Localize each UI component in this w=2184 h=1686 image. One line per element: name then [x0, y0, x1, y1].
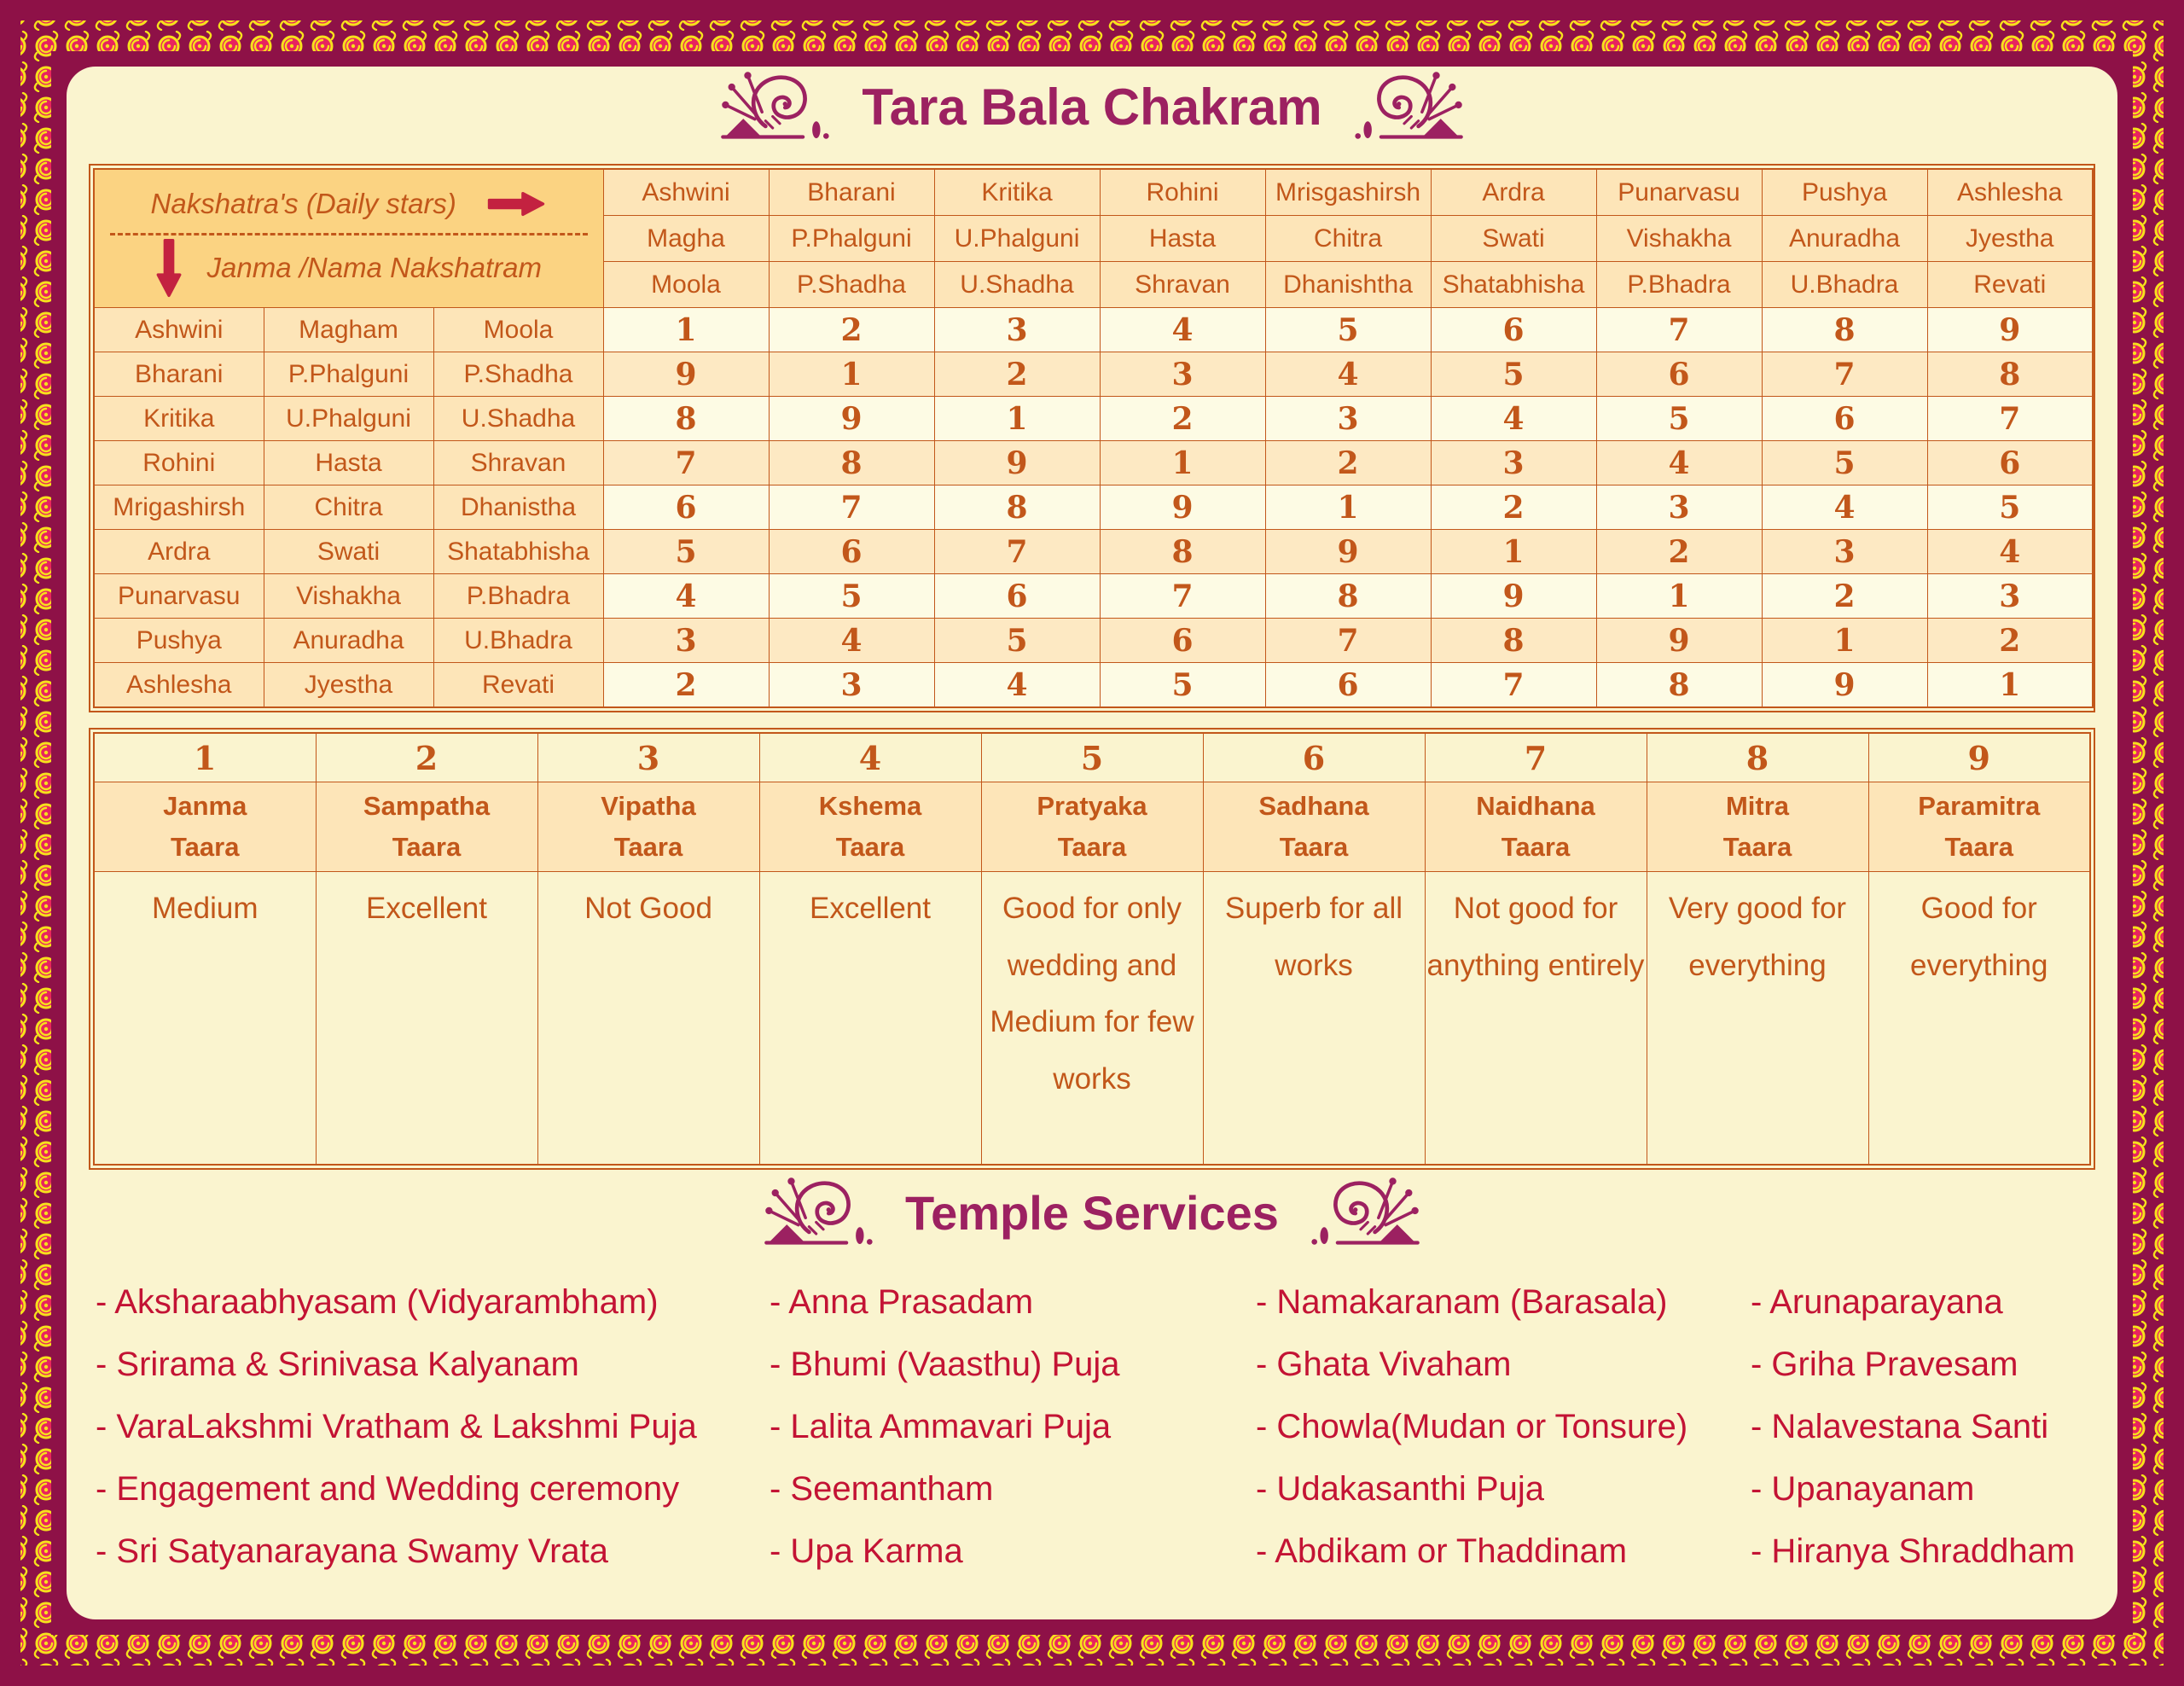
services-title: Temple Services	[905, 1185, 1279, 1240]
col-header-cell: U.Bhadra	[1762, 262, 1927, 308]
row-header-cell: Anuradha	[264, 619, 433, 663]
taraabala-count-cell: 9	[1100, 485, 1265, 530]
taraabala-count-cell: 2	[1431, 485, 1596, 530]
row-header-cell: Chitra	[264, 485, 433, 530]
taara-meaning-cell: Medium	[94, 872, 316, 1166]
taara-name-cell	[316, 782, 537, 872]
service-item: - Bhumi (Vaasthu) Puja	[770, 1346, 1120, 1383]
taraabala-count-cell: 5	[1431, 352, 1596, 397]
row-header-cell: U.Shadha	[433, 397, 603, 441]
taara-legend-wrap	[89, 728, 2095, 1170]
taraabala-count-cell: 6	[1431, 308, 1596, 352]
taraabala-count-cell: 3	[603, 619, 769, 663]
taraabala-count-cell: 4	[934, 663, 1100, 708]
taara-number-cell: 1	[94, 733, 316, 782]
taraabala-count-cell: 1	[1431, 530, 1596, 574]
col-header-cell: P.Shadha	[769, 262, 934, 308]
dashed-divider	[110, 233, 588, 235]
col-header-cell: Dhanishtha	[1265, 262, 1431, 308]
taraabala-count-cell: 6	[603, 485, 769, 530]
col-header-cell: Ardra	[1431, 169, 1596, 216]
taara-meaning-cell: Not good for anything entirely	[1425, 872, 1647, 1166]
col-header-cell: Shravan	[1100, 262, 1265, 308]
taara-name-line: Vipatha	[601, 790, 696, 821]
row-header-cell: Pushya	[94, 619, 264, 663]
service-column	[770, 1271, 1256, 1583]
service-item: - Engagement and Wedding ceremony	[96, 1470, 680, 1508]
taara-name-cell	[537, 782, 759, 872]
service-item: - Sri Satyanarayana Swamy Vrata	[96, 1532, 608, 1570]
service-item: - Aksharaabhyasam (Vidyarambham)	[96, 1283, 659, 1321]
row-header-cell: Ardra	[94, 530, 264, 574]
taraabala-count-cell: 9	[1431, 574, 1596, 619]
taraabala-count-cell: 5	[603, 530, 769, 574]
col-header-cell: Shatabhisha	[1431, 262, 1596, 308]
col-header-cell: Jyestha	[1927, 216, 2093, 262]
taara-name-line: Paramitra	[1918, 790, 2041, 821]
taara-number-cell: 6	[1203, 733, 1425, 782]
row-header-cell: Ashwini	[94, 308, 264, 352]
taraabala-count-cell: 2	[934, 352, 1100, 397]
taraabala-count-cell: 5	[934, 619, 1100, 663]
taraabala-count-cell: 4	[1100, 308, 1265, 352]
taara-meaning-cell: Excellent	[316, 872, 537, 1166]
taraabala-count-cell: 9	[1762, 663, 1927, 708]
col-header-cell: Ashlesha	[1927, 169, 2093, 216]
taraabala-count-cell: 2	[1927, 619, 2093, 663]
taraabala-count-cell: 7	[1927, 397, 2093, 441]
taara-name-line: Taara	[1501, 832, 1571, 862]
taara-number-cell: 3	[537, 733, 759, 782]
col-header-cell: Revati	[1927, 262, 2093, 308]
taraabala-count-cell: 3	[1762, 530, 1927, 574]
taraabala-count-cell: 5	[1927, 485, 2093, 530]
taraabala-count-cell: 7	[769, 485, 934, 530]
taraabala-count-cell: 9	[934, 441, 1100, 485]
row-header-cell: U.Bhadra	[433, 619, 603, 663]
col-header-cell: Rohini	[1100, 169, 1265, 216]
taraabala-count-cell: 7	[1431, 663, 1596, 708]
row-header-cell: P.Phalguni	[264, 352, 433, 397]
taraabala-count-cell: 6	[1596, 352, 1762, 397]
col-header-cell: Pushya	[1762, 169, 1927, 216]
taara-name-line: Taara	[835, 832, 905, 862]
taara-meaning-cell: Not Good	[537, 872, 759, 1166]
taraabala-count-cell: 9	[769, 397, 934, 441]
col-header-cell: Bharani	[769, 169, 934, 216]
service-column	[96, 1271, 770, 1583]
row-header-cell: Shatabhisha	[433, 530, 603, 574]
taraabala-count-cell: 5	[1762, 441, 1927, 485]
taara-number-cell: 5	[981, 733, 1203, 782]
taraabala-count-cell: 4	[1265, 352, 1431, 397]
taara-name-line: Sampatha	[363, 790, 491, 821]
taraabala-count-cell: 8	[603, 397, 769, 441]
taraabala-count-cell: 3	[934, 308, 1100, 352]
taraabala-count-cell: 7	[1596, 308, 1762, 352]
service-item: - Arunaparayana	[1751, 1283, 2003, 1321]
taara-name-cell	[1647, 782, 1868, 872]
row-header-cell: U.Phalguni	[264, 397, 433, 441]
col-header-cell: U.Phalguni	[934, 216, 1100, 262]
services-flourish-right-icon	[1298, 1171, 1426, 1253]
daily-stars-row	[95, 178, 603, 230]
taara-number-cell: 7	[1425, 733, 1647, 782]
taraabala-count-cell: 1	[1100, 441, 1265, 485]
taraabala-count-cell: 6	[769, 530, 934, 574]
col-header-cell: Moola	[603, 262, 769, 308]
row-header-cell: Revati	[433, 663, 603, 708]
service-item: - Seemantham	[770, 1470, 994, 1508]
service-item: - Namakaranam (Barasala)	[1256, 1283, 1668, 1321]
nakshatra-axis-corner-cell	[94, 169, 603, 308]
row-header-cell: Dhanistha	[433, 485, 603, 530]
taara-name-line: Sadhana	[1258, 790, 1369, 821]
service-item: - Ghata Vivaham	[1256, 1346, 1512, 1383]
col-header-cell: Punarvasu	[1596, 169, 1762, 216]
taraabala-count-cell: 2	[1265, 441, 1431, 485]
taraabala-count-cell: 7	[1100, 574, 1265, 619]
taara-number-cell: 2	[316, 733, 537, 782]
taara-name-line: Taara	[1057, 832, 1127, 862]
temple-services-list	[96, 1271, 2088, 1583]
taraabala-count-cell: 5	[769, 574, 934, 619]
taara-meaning-cell: Good for only wedding and Medium for few works	[981, 872, 1203, 1166]
service-item: - Srirama & Srinivasa Kalyanam	[96, 1346, 579, 1383]
row-header-cell: Ashlesha	[94, 663, 264, 708]
taraabala-count-cell: 1	[603, 308, 769, 352]
taara-name-cell	[1203, 782, 1425, 872]
service-item: - Lalita Ammavari Puja	[770, 1408, 1112, 1445]
page-title: Tara Bala Chakram	[862, 78, 1322, 136]
service-column	[1256, 1271, 1751, 1583]
taara-meaning-cell: Superb for all works	[1203, 872, 1425, 1166]
taraabala-count-cell: 3	[1265, 397, 1431, 441]
taraabala-count-cell: 5	[1596, 397, 1762, 441]
col-header-cell: Hasta	[1100, 216, 1265, 262]
col-header-cell: Swati	[1431, 216, 1596, 262]
taara-number-cell: 9	[1868, 733, 2090, 782]
row-header-cell: Hasta	[264, 441, 433, 485]
taara-name-line: Taara	[1944, 832, 2013, 862]
taara-name-line: Taara	[1279, 832, 1349, 862]
taraabala-count-cell: 3	[1596, 485, 1762, 530]
title-flourish-right-icon	[1341, 66, 1469, 148]
services-flourish-left-icon	[758, 1171, 886, 1253]
taraabala-count-cell: 8	[934, 485, 1100, 530]
taraabala-count-cell: 5	[1265, 308, 1431, 352]
row-header-cell: P.Shadha	[433, 352, 603, 397]
taara-legend-table	[93, 732, 2091, 1166]
row-header-cell: Kritika	[94, 397, 264, 441]
janma-nakshatram-label: Janma /Nama Nakshatram	[206, 252, 542, 283]
service-item: - Hiranya Shraddham	[1751, 1532, 2076, 1570]
taraabala-count-cell: 7	[603, 441, 769, 485]
taara-number-cell: 4	[759, 733, 981, 782]
row-header-cell: Moola	[433, 308, 603, 352]
page-title-row	[67, 70, 2117, 143]
taraabala-count-cell: 8	[1927, 352, 2093, 397]
taraabala-count-cell: 3	[1927, 574, 2093, 619]
taraabala-count-cell: 4	[1596, 441, 1762, 485]
taraabala-count-cell: 2	[769, 308, 934, 352]
row-header-cell: Vishakha	[264, 574, 433, 619]
taraabala-count-cell: 5	[1100, 663, 1265, 708]
taara-name-cell	[94, 782, 316, 872]
row-header-cell: Rohini	[94, 441, 264, 485]
taraabala-count-cell: 9	[603, 352, 769, 397]
row-header-cell: Magham	[264, 308, 433, 352]
taraabala-count-cell: 6	[934, 574, 1100, 619]
title-flourish-left-icon	[715, 66, 843, 148]
taraabala-count-cell: 8	[1431, 619, 1596, 663]
row-header-cell: Mrigashirsh	[94, 485, 264, 530]
col-header-cell: P.Phalguni	[769, 216, 934, 262]
taraabala-count-cell: 7	[1265, 619, 1431, 663]
taraabala-count-cell: 3	[1100, 352, 1265, 397]
taraabala-count-cell: 6	[1762, 397, 1927, 441]
taara-name-line: Janma	[163, 790, 247, 821]
service-item: - Udakasanthi Puja	[1256, 1470, 1544, 1508]
taraabala-count-cell: 1	[769, 352, 934, 397]
services-title-row	[67, 1174, 2117, 1251]
taara-name-line: Taara	[1722, 832, 1792, 862]
taraabala-count-cell: 6	[1927, 441, 2093, 485]
taara-number-cell: 8	[1647, 733, 1868, 782]
row-header-cell: Shravan	[433, 441, 603, 485]
taraabala-count-cell: 4	[603, 574, 769, 619]
taraabala-count-cell: 2	[1100, 397, 1265, 441]
taraabala-count-cell: 7	[1762, 352, 1927, 397]
taraabala-count-cell: 9	[1265, 530, 1431, 574]
col-header-cell: Mrisgashirsh	[1265, 169, 1431, 216]
col-header-cell: P.Bhadra	[1596, 262, 1762, 308]
col-header-cell: Kritika	[934, 169, 1100, 216]
daily-stars-label: Nakshatra's (Daily stars)	[150, 188, 456, 219]
janma-nakshatram-row	[95, 237, 603, 299]
down-arrow-icon	[156, 235, 182, 300]
taraabala-count-cell: 8	[1100, 530, 1265, 574]
taraabala-count-cell: 7	[934, 530, 1100, 574]
row-header-cell: P.Bhadra	[433, 574, 603, 619]
row-header-cell: Jyestha	[264, 663, 433, 708]
taraabala-count-cell: 3	[769, 663, 934, 708]
taara-name-cell	[1425, 782, 1647, 872]
service-item: - Upanayanam	[1751, 1470, 1975, 1508]
col-header-cell: Vishakha	[1596, 216, 1762, 262]
row-header-cell: Bharani	[94, 352, 264, 397]
col-header-cell: Anuradha	[1762, 216, 1927, 262]
row-header-cell: Swati	[264, 530, 433, 574]
taraabala-count-cell: 1	[934, 397, 1100, 441]
taraabala-count-cell: 4	[769, 619, 934, 663]
taara-name-line: Taara	[613, 832, 683, 862]
service-item: - Upa Karma	[770, 1532, 963, 1570]
taara-meaning-cell: Very good for everything	[1647, 872, 1868, 1166]
axis-instructions	[95, 178, 603, 299]
service-item: - Nalavestana Santi	[1751, 1408, 2049, 1445]
taara-name-line: Pratyaka	[1037, 790, 1147, 821]
taara-name-line: Taara	[392, 832, 462, 862]
taara-name-cell	[759, 782, 981, 872]
service-item: - Griha Pravesam	[1751, 1346, 2018, 1383]
taraabala-count-cell: 3	[1431, 441, 1596, 485]
row-header-cell: Punarvasu	[94, 574, 264, 619]
taara-meaning-cell: Good for everything	[1868, 872, 2090, 1166]
col-header-cell: Ashwini	[603, 169, 769, 216]
taraabala-count-cell: 8	[1265, 574, 1431, 619]
col-header-cell: Magha	[603, 216, 769, 262]
nakshatra-matrix-table	[93, 168, 2094, 708]
taraabala-count-cell: 1	[1265, 485, 1431, 530]
taraabala-count-cell: 8	[1596, 663, 1762, 708]
service-item: - Abdikam or Thaddinam	[1256, 1532, 1628, 1570]
taara-name-line: Kshema	[818, 790, 922, 821]
service-item: - Chowla(Mudan or Tonsure)	[1256, 1408, 1688, 1445]
nakshatra-matrix-wrap	[89, 164, 2095, 712]
poster-content	[67, 67, 2117, 1619]
taraabala-count-cell: 2	[1762, 574, 1927, 619]
taraabala-count-cell: 6	[1100, 619, 1265, 663]
col-header-cell: U.Shadha	[934, 262, 1100, 308]
taraabala-count-cell: 4	[1762, 485, 1927, 530]
taraabala-count-cell: 4	[1431, 397, 1596, 441]
taraabala-count-cell: 8	[1762, 308, 1927, 352]
taara-name-cell	[1868, 782, 2090, 872]
taara-name-line: Mitra	[1725, 790, 1790, 821]
service-item: - VaraLakshmi Vratham & Lakshmi Puja	[96, 1408, 697, 1445]
service-column	[1751, 1271, 2088, 1583]
taara-name-cell	[981, 782, 1203, 872]
taraabala-count-cell: 8	[769, 441, 934, 485]
col-header-cell: Chitra	[1265, 216, 1431, 262]
taraabala-count-cell: 2	[603, 663, 769, 708]
taraabala-count-cell: 2	[1596, 530, 1762, 574]
taraabala-count-cell: 6	[1265, 663, 1431, 708]
right-arrow-icon	[485, 191, 547, 217]
taraabala-count-cell: 9	[1596, 619, 1762, 663]
taraabala-count-cell: 1	[1762, 619, 1927, 663]
taraabala-count-cell: 1	[1927, 663, 2093, 708]
taara-name-line: Taara	[171, 832, 240, 862]
taara-name-line: Naidhana	[1476, 790, 1595, 821]
taara-meaning-cell: Excellent	[759, 872, 981, 1166]
taraabala-count-cell: 4	[1927, 530, 2093, 574]
taraabala-count-cell: 9	[1927, 308, 2093, 352]
service-item: - Anna Prasadam	[770, 1283, 1034, 1321]
taraabala-count-cell: 1	[1596, 574, 1762, 619]
